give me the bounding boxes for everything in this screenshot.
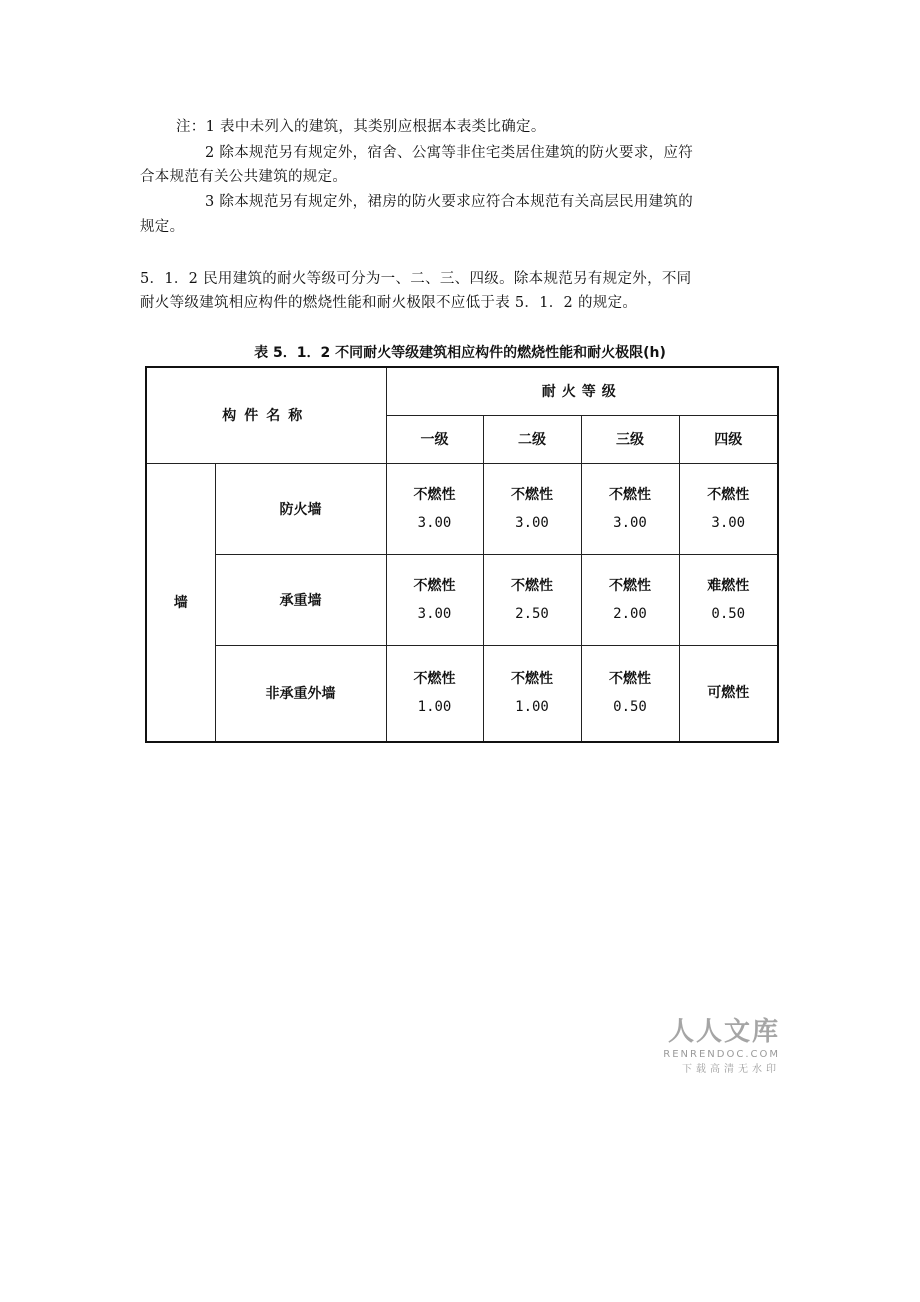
table-cell	[679, 463, 778, 554]
fire-limit: 2.50	[515, 605, 549, 622]
component-name: 防火墙	[215, 463, 386, 554]
note-3-line-1: 3 除本规范另有规定外，裙房的防火要求应符合本规范有关高层民用建筑的	[205, 194, 694, 210]
note-3-line-2: 规定。	[140, 219, 185, 235]
table-cell	[483, 463, 581, 554]
fire-limit: 0.50	[613, 699, 647, 715]
watermark-title: 人人文库	[667, 1017, 780, 1047]
material: 不燃性	[609, 671, 651, 687]
table-cell	[483, 554, 581, 645]
component-name-header: 构件名称	[146, 367, 386, 463]
table-cell	[679, 554, 778, 645]
material: 不燃性	[413, 671, 456, 687]
material: 可燃性	[707, 685, 750, 701]
grade-header-3: 三级	[581, 415, 679, 463]
grade-header-4: 四级	[679, 415, 778, 463]
material: 不燃性	[511, 577, 553, 594]
table-cell	[581, 645, 679, 742]
material: 不燃性	[609, 486, 651, 503]
fire-limit: 1.00	[417, 699, 452, 715]
table-cell	[386, 554, 483, 645]
component-name: 非承重外墙	[215, 645, 386, 742]
fire-limit: 2.00	[613, 605, 647, 622]
material: 不燃性	[413, 577, 456, 594]
watermark-subtitle: 下载高清无水印	[682, 1064, 780, 1075]
table-cell	[483, 645, 581, 742]
fire-limit: 3.00	[417, 514, 452, 531]
material: 不燃性	[511, 486, 553, 503]
fire-limit: 1.00	[515, 699, 549, 715]
category-wall: 墙	[146, 463, 215, 742]
fire-resistance-table	[145, 366, 779, 743]
material: 难燃性	[707, 577, 750, 594]
table-row	[146, 463, 778, 554]
table-cell	[386, 463, 483, 554]
material: 不燃性	[413, 486, 456, 503]
fire-limit: 3.00	[515, 514, 549, 531]
note-1: 注：1 表中未列入的建筑，其类别应根据本表类比确定。	[176, 119, 546, 135]
section-text-line-2: 耐火等级建筑相应构件的燃烧性能和耐火极限不应低于表 5．1．2 的规定。	[140, 295, 638, 311]
fire-grade-header: 耐火等级	[386, 367, 778, 415]
table-caption: 表 5．1．2 不同耐火等级建筑相应构件的燃烧性能和耐火极限(h)	[254, 345, 666, 361]
table-cell	[581, 554, 679, 645]
watermark	[640, 1016, 780, 1078]
material: 不燃性	[511, 671, 553, 687]
fire-limit: 3.00	[417, 605, 452, 622]
component-name: 承重墙	[215, 554, 386, 645]
table-header-row	[146, 367, 778, 415]
grade-header-2: 二级	[483, 415, 581, 463]
table-row	[146, 645, 778, 742]
fire-limit: 0.50	[711, 605, 746, 622]
note-2-line-1: 2 除本规范另有规定外，宿舍、公寓等非住宅类居住建筑的防火要求，应符	[205, 145, 694, 161]
table-cell	[679, 645, 778, 742]
grade-header-1: 一级	[386, 415, 483, 463]
fire-limit: 3.00	[711, 514, 746, 531]
table-cell	[386, 645, 483, 742]
table-cell	[581, 463, 679, 554]
note-2-line-2: 合本规范有关公共建筑的规定。	[140, 169, 348, 185]
material: 不燃性	[609, 577, 651, 594]
fire-limit: 3.00	[613, 514, 647, 531]
material: 不燃性	[707, 486, 750, 503]
table-row	[146, 554, 778, 645]
watermark-domain: RENRENDOC.COM	[663, 1049, 780, 1060]
section-text-line-1: 5．1．2 民用建筑的耐火等级可分为一、二、三、四级。除本规范另有规定外，不同	[140, 271, 692, 287]
